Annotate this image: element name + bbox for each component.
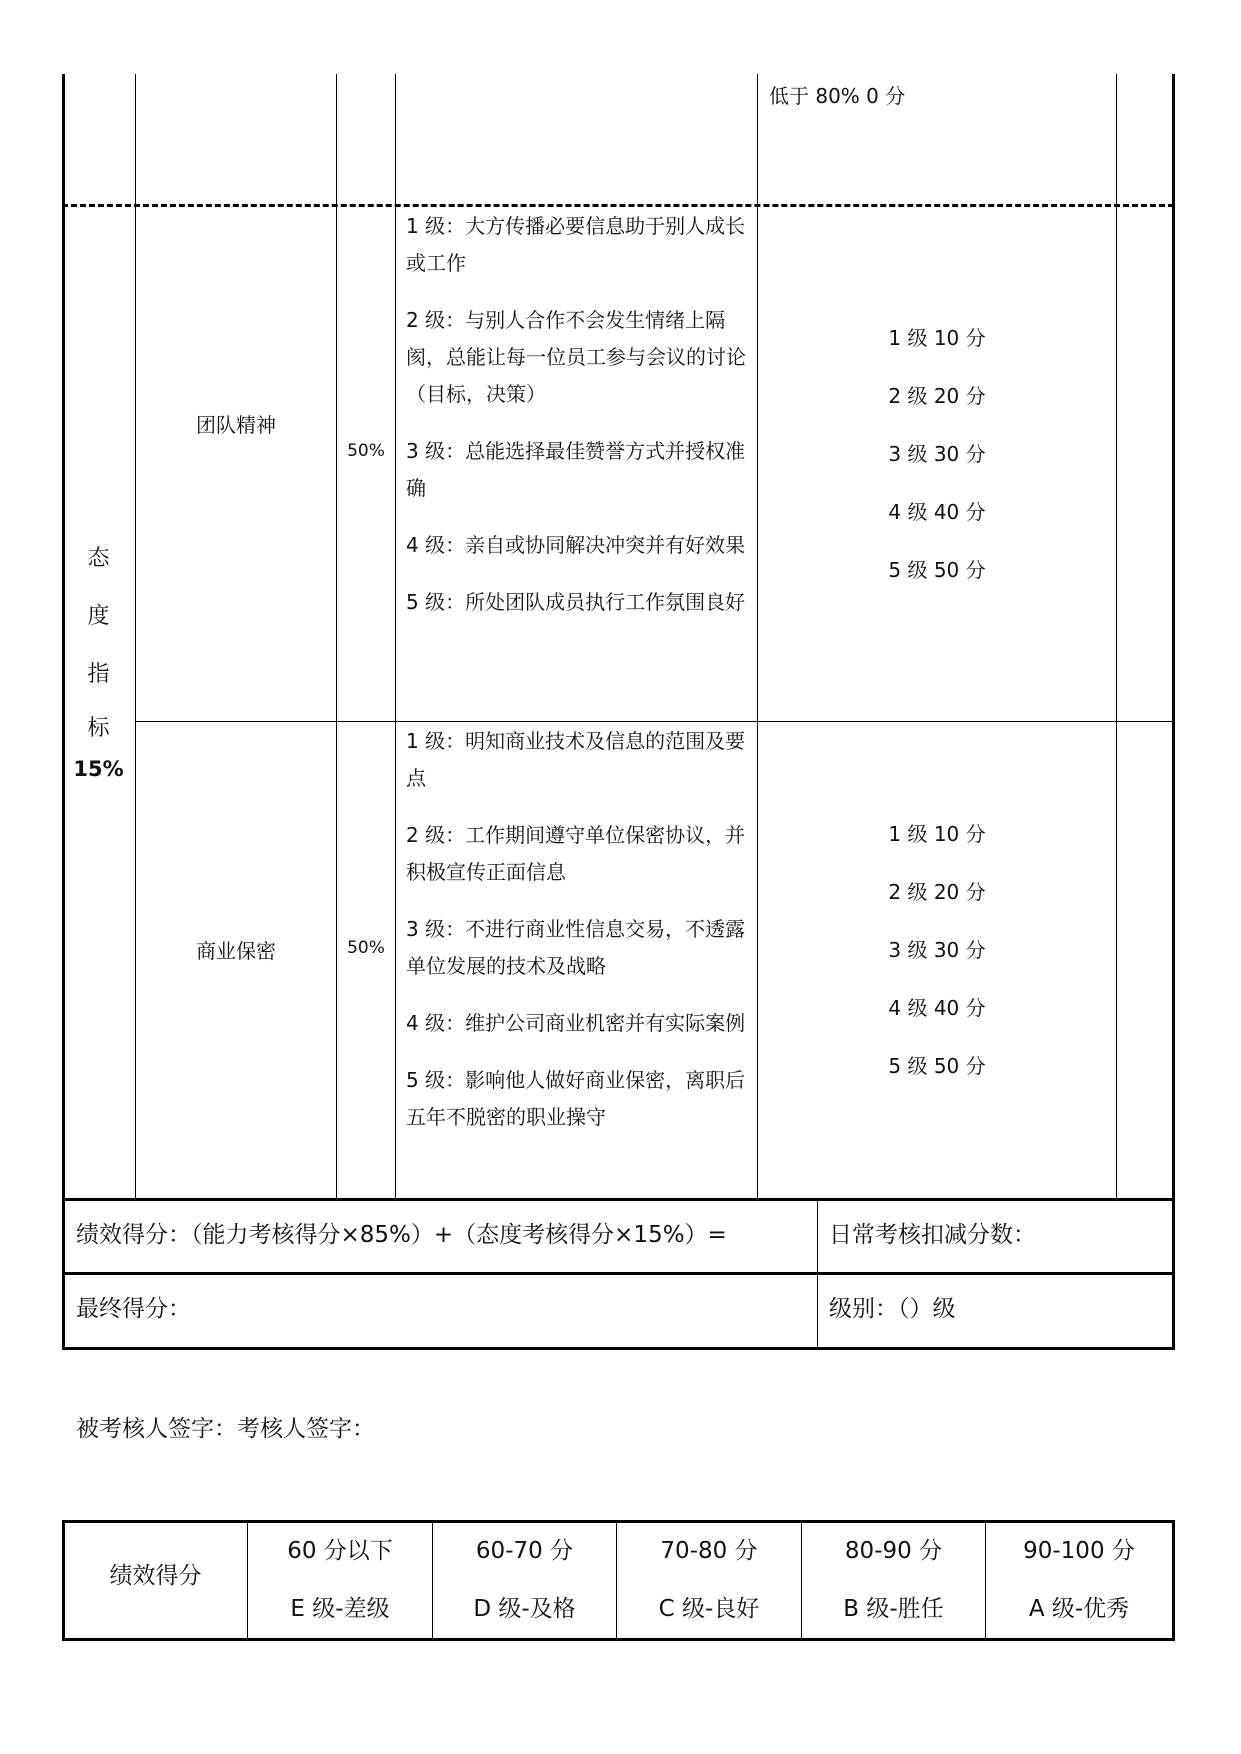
grade-column — [248, 1526, 432, 1634]
signature-line: 被考核人签字：考核人签字： — [76, 1416, 375, 1442]
grade-level: D 级-及格 — [473, 1596, 576, 1622]
grade-level: A 级-优秀 — [1028, 1596, 1130, 1622]
row-divider-dashed — [62, 204, 1174, 207]
col-divider — [1116, 74, 1117, 1198]
level-description: 5 级：影响他人做好商业保密，离职后五年不脱密的职业操守 — [406, 1068, 746, 1129]
grade-label: 级别：（）级 — [829, 1296, 956, 1322]
grade-level: E 级-差级 — [290, 1596, 390, 1622]
table-border-right — [1172, 74, 1175, 1350]
level-description: 4 级：亲自或协同解决冲突并有好效果 — [406, 533, 746, 557]
row-divider — [62, 1272, 1174, 1275]
grade-column — [986, 1526, 1172, 1634]
score-entry: 4 级 40 分 — [888, 996, 986, 1020]
grade-table-border-bottom — [62, 1638, 1174, 1641]
row-divider — [135, 721, 1174, 722]
table-border-bottom — [62, 1347, 1174, 1350]
row-divider — [62, 1198, 1174, 1201]
item-score-list — [758, 309, 1116, 599]
score-entry: 2 级 20 分 — [888, 384, 986, 408]
level-description: 2 级：与别人合作不会发生情绪上隔阂，总能让每一位员工参与会议的讨论（目标，决策） — [406, 308, 746, 406]
grade-range: 60-70 分 — [475, 1538, 574, 1564]
grade-range: 90-100 分 — [1023, 1538, 1135, 1564]
grade-column — [802, 1526, 985, 1634]
level-description: 3 级：不进行商业性信息交易，不透露单位发展的技术及战略 — [406, 917, 746, 978]
score-entry: 3 级 30 分 — [888, 938, 986, 962]
grade-level: B 级-胜任 — [843, 1596, 944, 1622]
score-entry: 3 级 30 分 — [888, 442, 986, 466]
grade-table-border-right — [1172, 1520, 1175, 1641]
deduction-label: 日常考核扣减分数： — [829, 1222, 1036, 1248]
score-entry: 5 级 50 分 — [888, 558, 986, 582]
item-name: 商业保密 — [196, 939, 276, 963]
score-entry: 5 级 50 分 — [888, 1054, 986, 1078]
grade-range: 80-90 分 — [844, 1538, 943, 1564]
level-description: 3 级：总能选择最佳赞誉方式并授权准确 — [406, 439, 746, 500]
item-level-descriptions — [406, 723, 751, 1156]
item-weight: 50% — [347, 441, 385, 461]
attitude-category-label — [62, 530, 135, 784]
col-divider — [395, 74, 396, 1198]
category-char: 度 — [87, 604, 110, 629]
category-pct: 15% — [73, 757, 124, 781]
grade-range: 60 分以下 — [287, 1538, 393, 1564]
grade-level: C 级-良好 — [658, 1596, 760, 1622]
item-score-list — [758, 805, 1116, 1095]
grade-column — [433, 1526, 616, 1634]
item-name: 团队精神 — [196, 413, 276, 437]
col-divider — [336, 74, 337, 1198]
score-entry: 4 级 40 分 — [888, 500, 986, 524]
category-char: 态 — [87, 546, 110, 571]
level-description: 5 级：所处团队成员执行工作氛围良好 — [406, 590, 746, 614]
score-entry: 2 级 20 分 — [888, 880, 986, 904]
level-description: 1 级：明知商业技术及信息的范围及要点 — [406, 729, 746, 790]
grade-table-header: 绩效得分 — [109, 1563, 202, 1589]
score-entry: 1 级 10 分 — [888, 822, 986, 846]
formula-text: 绩效得分：（能力考核得分×85%）+（态度考核得分×15%）= — [76, 1222, 727, 1248]
level-description: 1 级：大方传播必要信息助于别人成长或工作 — [406, 214, 746, 275]
item-level-descriptions — [406, 208, 751, 641]
grade-column — [617, 1526, 801, 1634]
item-weight: 50% — [347, 938, 385, 958]
grade-range: 70-80 分 — [660, 1538, 758, 1564]
top-row-scoring-note: 低于 80% 0 分 — [769, 84, 906, 108]
grade-table-border-top — [62, 1520, 1174, 1523]
category-char: 指 — [87, 662, 110, 687]
level-description: 4 级：维护公司商业机密并有实际案例 — [406, 1011, 746, 1035]
col-divider — [135, 74, 136, 1198]
final-score-label: 最终得分： — [76, 1296, 191, 1322]
level-description: 2 级：工作期间遵守单位保密协议，并积极宣传正面信息 — [406, 823, 746, 884]
score-entry: 1 级 10 分 — [888, 326, 986, 350]
category-char: 标 — [87, 716, 110, 741]
